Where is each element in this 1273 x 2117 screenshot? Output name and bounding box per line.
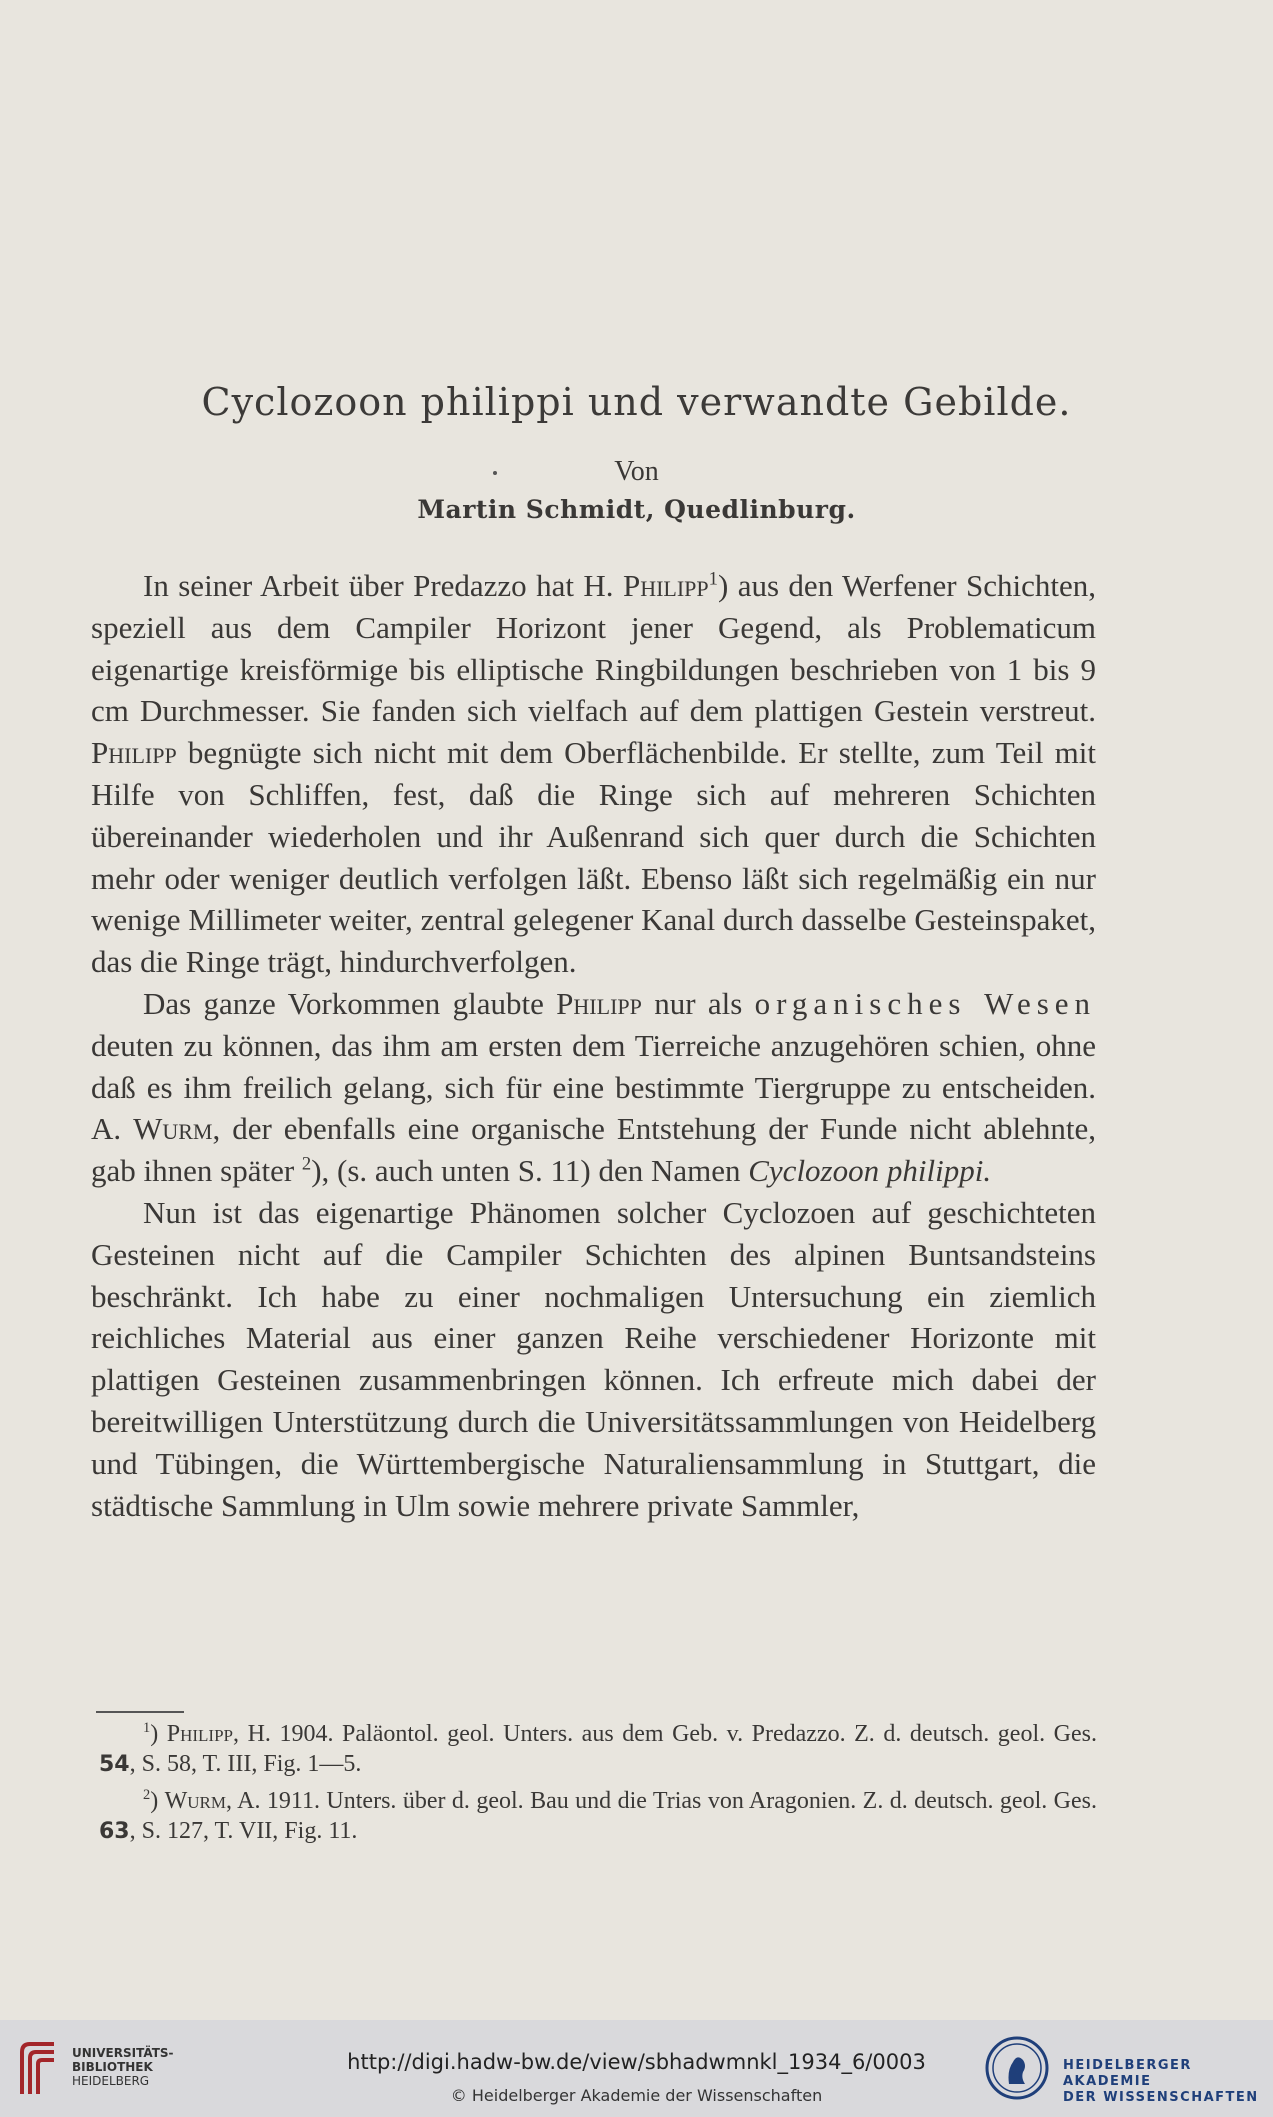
author-name: Philipp [91, 735, 177, 771]
footnote-ref: 2 [301, 1153, 312, 1175]
footnote-2: $^2$) Wurm, A. 1911. Unters. über d. geol. Bau und die Trias von Aragonien. Z. d. deutsch. geol. Ges. 63, S. 127, T. VII, Fig. 11. [99, 1787, 1097, 1844]
footnote-divider [96, 1711, 184, 1713]
text-run: , A. 1911. Unters. über d. geol. Bau und die Trias von Aragonien. Z. d. deutsch. geol. Ges. [226, 1788, 1097, 1814]
footnote-ref: 1 [708, 568, 718, 590]
footnote-number: 1 [143, 1720, 151, 1736]
text-run: nur als [654, 985, 743, 1021]
volume-number: 63 [99, 1819, 130, 1844]
text-run: , der ebenfalls eine organische Entstehung der Funde nicht ablehnte, gab ihnen später [91, 1111, 1096, 1189]
permalink-url[interactable]: http://digi.hadw-bw.de/view/sbhadwmnkl_1934_6/0003 [347, 2050, 926, 2074]
academy-name-line: HEIDELBERGER AKADEMIE [1063, 2058, 1192, 2089]
text-run: ) aus den Werfener Schichten, speziell aus dem Campiler Horizont jener Gegend, als Problematicum eigenartige kreisförmige bis elliptische Ringbildungen beschrieben von 1 bis 9 cm Durchmesser. Sie fanden sich vielfach auf dem plattigen Gestein verstreut. [91, 568, 1096, 729]
text-run: deuten zu können, das ihm am ersten dem Tierreiche anzugehören schien, ohne daß es ihm freilich gelang, sich für eine bestimmte Tiergruppe zu entscheiden. A. [91, 1027, 1096, 1147]
article-title: Cyclozoon philippi und verwandte Gebilde. [201, 380, 1072, 424]
text-run: ), (s. auch unten S. 11) den Namen [311, 1153, 741, 1189]
footnote-number: 2 [143, 1787, 151, 1803]
body-text [91, 565, 1096, 1526]
author-line: Martin Schmidt, Quedlinburg. [417, 495, 856, 524]
footnote-author: Wurm [164, 1788, 227, 1814]
text-run: In seiner Arbeit über Predazzo hat H. [143, 568, 614, 603]
footnote-author: Philipp [166, 1721, 234, 1747]
paragraph-2 [91, 983, 1096, 1192]
academy-seal-icon[interactable] [985, 2036, 1049, 2100]
paragraph-3: Nun ist das eigenartige Phänomen solcher Cyclozoen auf geschichteten Gesteinen nicht auf die Campiler Schichten des alpinen Buntsandsteins beschränkt. Ich habe zu einer nochmaligen Untersuchung ein ziemlich reichliches Material aus einer ganzen Reihe verschiedener Horizonte mit plattigen Gesteinen zusammenbringen können. Ich erfreute mich dabei der bereitwilligen Unterstützung durch die Universitätssammlungen von Heidelberg und Tübingen, die Württembergische Naturaliensammlung in Stuttgart, die städtische Sammlung in Ulm sowie mehrere private Sammler, [91, 1194, 1096, 1523]
text-run: begnügte sich nicht mit dem Oberflächenbilde. Er stellte, zum Teil mit Hilfe von Schliffen, fest, daß die Ringe sich auf mehreren Schichten übereinander wiederholen und ihr Außenrand sich quer durch die Schichten mehr oder weniger deutlich verfolgen läßt. Ebenso läßt sich regelmäßig ein nur wenige Millimeter weiter, zentral gelegener Kanal durch dasselbe Gesteinspaket, das die Ringe trägt, hindurchverfolgen. [91, 735, 1096, 980]
volume-number: 54 [99, 1752, 130, 1777]
library-name-line: HEIDELBERG [72, 2074, 150, 2088]
copyright-notice: © Heidelberger Akademie der Wissenschaften [450, 2086, 823, 2105]
author-name: Philipp [556, 985, 642, 1021]
academy-name-line: DER WISSENSCHAFTEN [1063, 2090, 1259, 2105]
emphasis-text: organisches Wesen [754, 985, 1097, 1021]
author-name: Philipp [622, 568, 709, 603]
author-name: Wurm [133, 1111, 213, 1147]
species-name: Cyclozoon philippi. [748, 1153, 992, 1189]
text-run: Das ganze Vorkommen glaubte [143, 985, 544, 1021]
text-run: , S. 58, T. III, Fig. 1—5. [129, 1751, 362, 1777]
library-name-line: UNIVERSITÄTS- [72, 2046, 174, 2060]
text-run: , H. 1904. Paläontol. geol. Unters. aus dem Geb. v. Predazzo. Z. d. deutsch. geol. Ges. [233, 1721, 1097, 1747]
footnotes [99, 1719, 1097, 1853]
by-line: Von [614, 456, 659, 487]
viewer-footer-bar [0, 2020, 1273, 2117]
paragraph-1 [91, 565, 1096, 983]
library-name-line: BIBLIOTHEK [72, 2060, 153, 2074]
academy-name[interactable] [1063, 2058, 1273, 2106]
text-run: , S. 127, T. VII, Fig. 11. [129, 1818, 358, 1844]
footnote-1: $^1$) Philipp, H. 1904. Paläontol. geol. Unters. aus dem Geb. v. Predazzo. Z. d. deutsch. geol. Ges. 54, S. 58, T. III, Fig. 1—5. [99, 1720, 1097, 1777]
